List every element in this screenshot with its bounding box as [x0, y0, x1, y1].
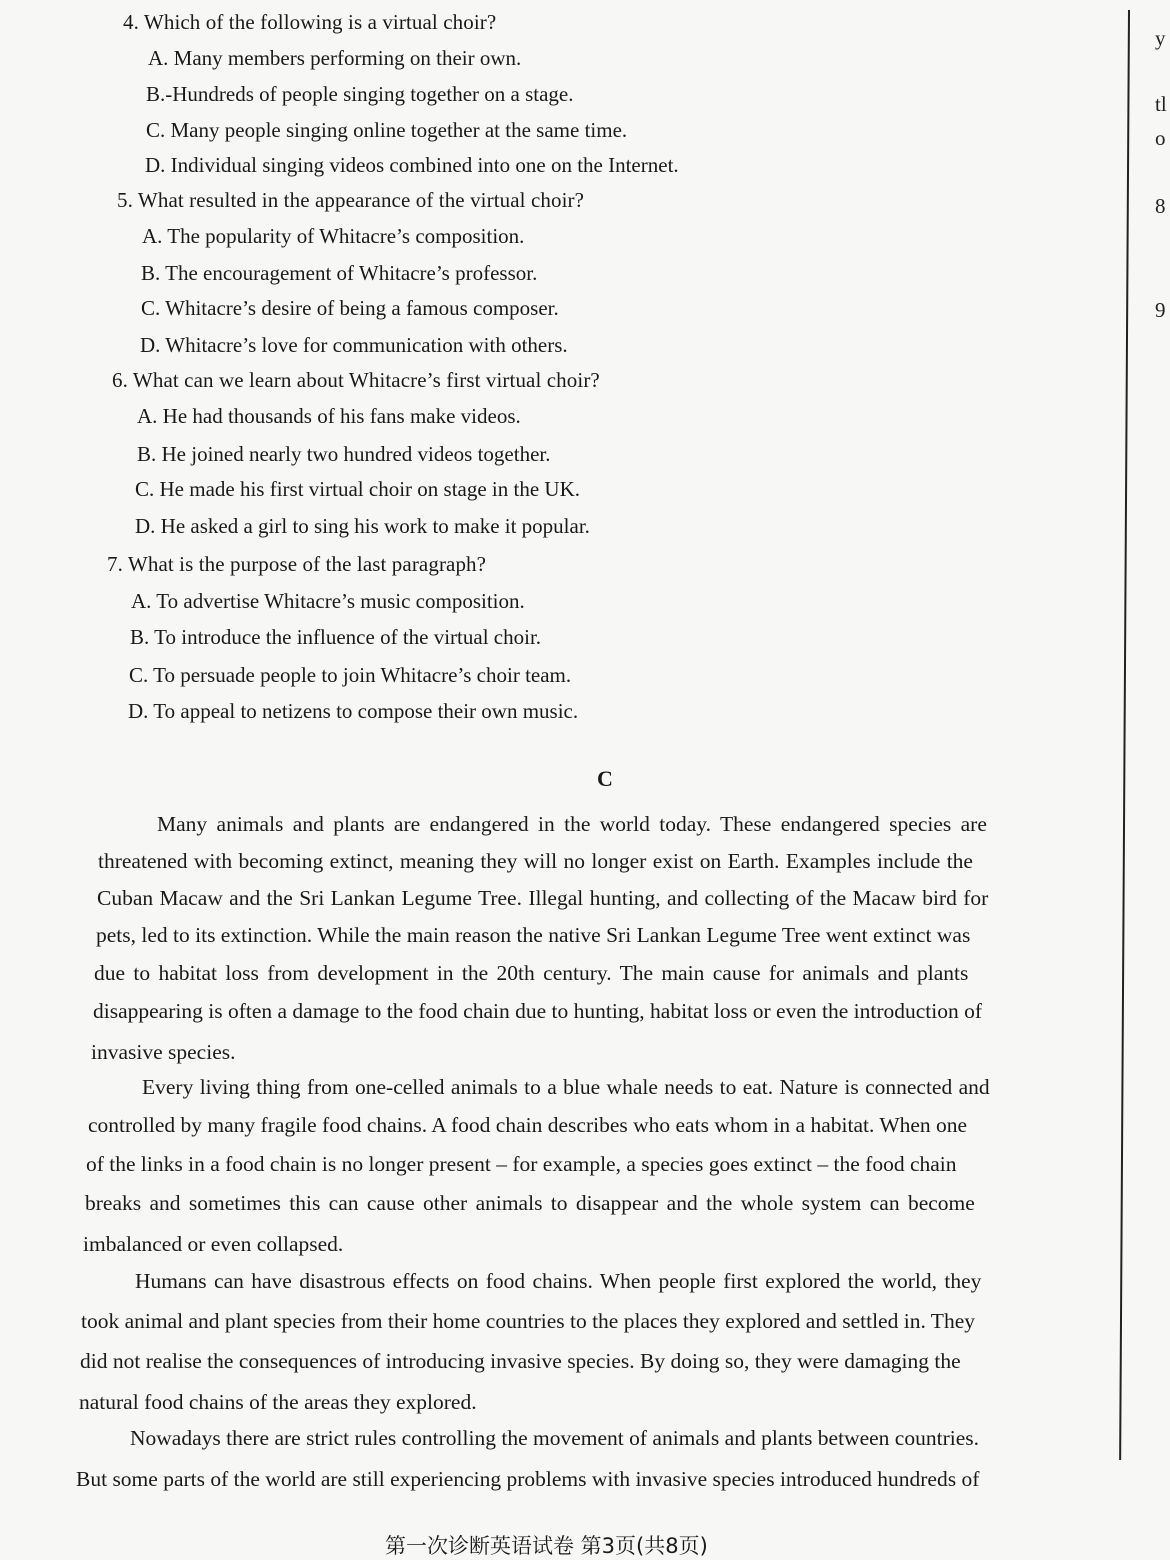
margin-fragment: y [1155, 26, 1166, 50]
question-4-option-c: C. Many people singing online together at the same time. [146, 118, 628, 142]
section-heading: C [597, 766, 613, 791]
question-6-option-c: C. He made his first virtual choir on stage in the UK. [135, 477, 580, 501]
passage-line: took animal and plant species from their home countries to the places they explored and settled in. They [81, 1309, 975, 1333]
margin-fragment: 8 [1155, 194, 1166, 218]
margin-fragment: 9 [1155, 298, 1166, 322]
question-6-option-b: B. He joined nearly two hundred videos together. [137, 442, 551, 466]
question-5-option-d: D. Whitacre’s love for communication with others. [140, 333, 568, 357]
passage-line: imbalanced or even collapsed. [83, 1232, 344, 1256]
passage-line: due to habitat loss from development in the 20th century. The main cause for animals and plants [94, 961, 969, 985]
passage-line: breaks and sometimes this can cause other animals to disappear and the whole system can become [85, 1191, 975, 1215]
question-7-option-a: A. To advertise Whitacre’s music composition. [131, 589, 525, 613]
margin-fragment: tl [1155, 92, 1167, 116]
question-6-option-d: D. He asked a girl to sing his work to make it popular. [135, 514, 590, 538]
question-6-option-a: A. He had thousands of his fans make videos. [137, 404, 521, 428]
passage-line: natural food chains of the areas they explored. [79, 1390, 477, 1414]
passage-line: controlled by many fragile food chains. A food chain describes who eats whom in a habitat. When one [88, 1113, 968, 1137]
passage-line: Nowadays there are strict rules controlling the movement of animals and plants between countries. [130, 1426, 979, 1450]
passage-line: pets, led to its extinction. While the main reason the native Sri Lankan Legume Tree went extinct was [96, 923, 971, 947]
question-5-option-c: C. Whitacre’s desire of being a famous composer. [141, 296, 559, 320]
passage-line: did not realise the consequences of introducing invasive species. By doing so, they were damaging the [80, 1349, 961, 1373]
passage-line: invasive species. [91, 1040, 236, 1064]
question-4-stem: 4. Which of the following is a virtual choir? [123, 10, 497, 34]
question-5-option-a: A. The popularity of Whitacre’s composition. [142, 224, 525, 248]
passage-line: disappearing is often a damage to the food chain due to hunting, habitat loss or even the introduction of [93, 999, 983, 1023]
passage-line: of the links in a food chain is no longer present – for example, a species goes extinct – the food chain [86, 1152, 957, 1176]
question-5-stem: 5. What resulted in the appearance of the virtual choir? [117, 188, 585, 212]
column-divider [1119, 10, 1130, 1460]
page-footer: 第一次诊断英语试卷 第3页(共8页) [385, 1534, 708, 1558]
question-6-stem: 6. What can we learn about Whitacre’s first virtual choir? [112, 368, 600, 392]
question-7-option-d: D. To appeal to netizens to compose their own music. [128, 699, 579, 723]
passage-line: Humans can have disastrous effects on food chains. When people first explored the world, they [135, 1269, 982, 1293]
question-7-stem: 7. What is the purpose of the last paragraph? [107, 552, 487, 576]
question-7-option-c: C. To persuade people to join Whitacre’s choir team. [129, 663, 572, 687]
question-4-option-a: A. Many members performing on their own. [148, 46, 522, 70]
question-5-option-b: B. The encouragement of Whitacre’s professor. [141, 261, 538, 285]
passage-line: But some parts of the world are still experiencing problems with invasive species introduced hundreds of [76, 1467, 980, 1491]
question-4-option-d: D. Individual singing videos combined into one on the Internet. [145, 153, 679, 177]
passage-line: Many animals and plants are endangered in the world today. These endangered species are [157, 812, 987, 836]
question-7-option-b: B. To introduce the influence of the virtual choir. [130, 625, 542, 649]
passage-line: Every living thing from one-celled animals to a blue whale needs to eat. Nature is connected and [142, 1075, 990, 1099]
passage-line: Cuban Macaw and the Sri Lankan Legume Tree. Illegal hunting, and collecting of the Macaw bird for [97, 886, 989, 910]
question-4-option-b: B.-Hundreds of people singing together on a stage. [146, 82, 574, 106]
passage-line: threatened with becoming extinct, meaning they will no longer exist on Earth. Examples include the [98, 849, 973, 873]
margin-fragment: o [1155, 126, 1166, 150]
